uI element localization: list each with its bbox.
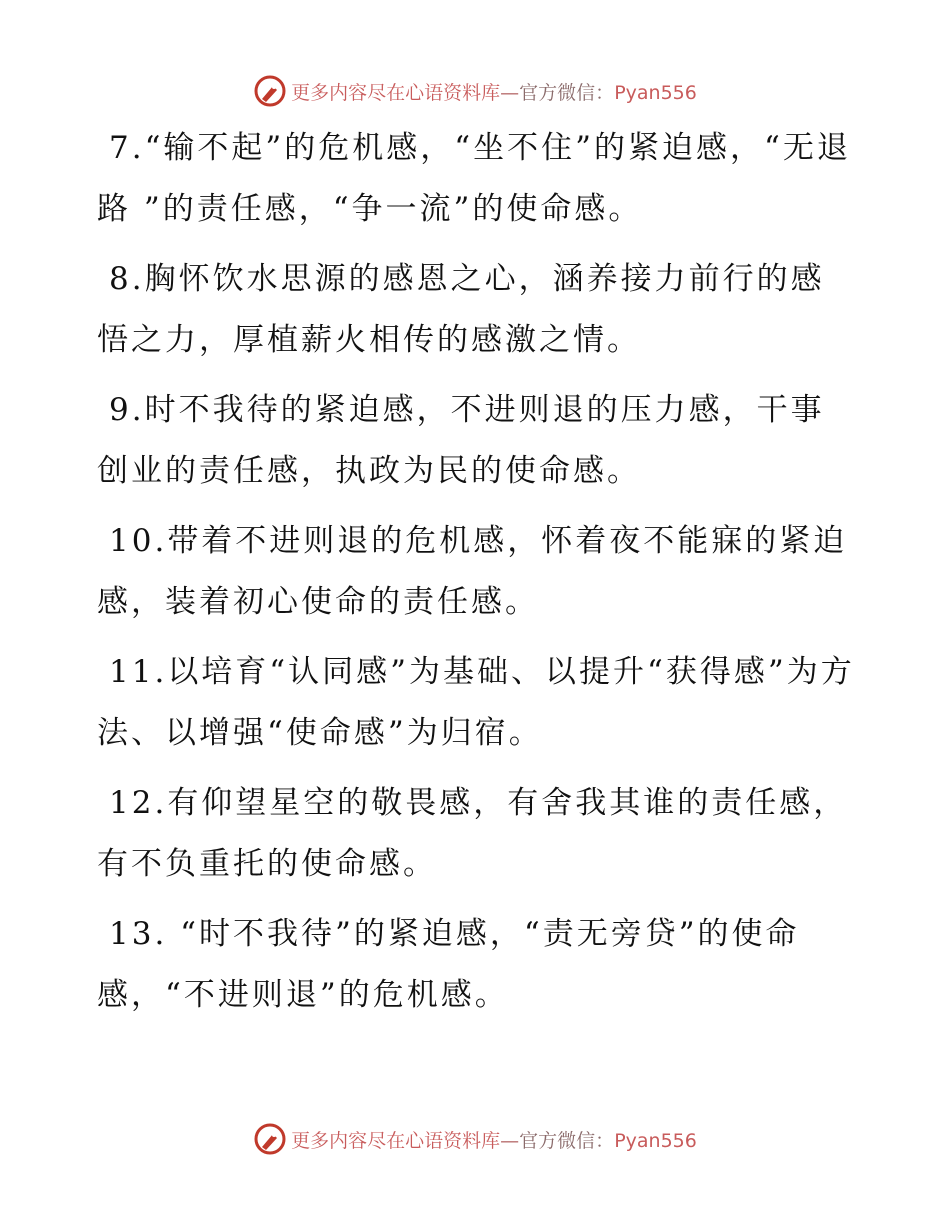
list-item-9: 9.时不我待的紧迫感，不进则退的压力感，干事创业的责任感，执政为民的使命感。 — [97, 392, 825, 489]
header-promo-text: 更多内容尽在心语资料库—官方微信：Pyan556 — [291, 81, 697, 104]
list-item-11: 11.以培育“认同感”为基础、以提升“获得感”为方法、以增强“使命感”为归宿。 — [97, 654, 855, 751]
list-item-12: 12.有仰望星空的敬畏感，有舍我其谁的责任感，有不负重托的使命感。 — [97, 785, 848, 882]
document-body — [97, 118, 857, 1035]
pen-nib-logo-icon — [253, 74, 287, 108]
list-item-10: 10.带着不进则退的危机感，怀着夜不能寐的紧迫感，装着初心使命的责任感。 — [97, 523, 848, 620]
list-item-13: 13. “时不我待”的紧迫感，“责无旁贷”的使命感，“不进则退”的危机感。 — [97, 916, 800, 1013]
list-item-7: 7.“输不起”的危机感，“坐不住”的紧迫感，“无退路 ”的责任感，“争一流”的使命感。 — [97, 130, 851, 227]
footer-promo-text: 更多内容尽在心语资料库—官方微信：Pyan556 — [291, 1129, 697, 1152]
footer-banner — [0, 1119, 950, 1159]
list-item-8: 8.胸怀饮水思源的感恩之心，涵养接力前行的感悟之力，厚植薪火相传的感激之情。 — [97, 261, 825, 358]
pen-nib-logo-icon — [253, 1122, 287, 1156]
header-banner — [0, 71, 950, 111]
